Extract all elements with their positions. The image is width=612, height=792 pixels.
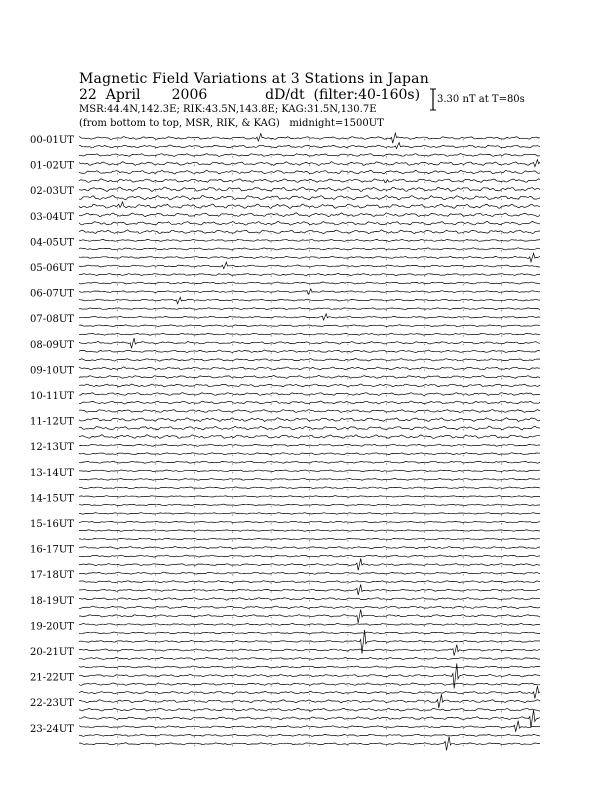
trace-kag-08-09UT: [79, 338, 540, 348]
hour-label: 14-15UT: [30, 493, 74, 505]
trace-msr-23-24UT: [79, 737, 540, 751]
trace-rik-10-11UT: [79, 401, 540, 404]
midnight-label: midnight=1500UT: [289, 118, 384, 129]
hour-label: 20-21UT: [30, 647, 74, 658]
trace-kag-20-21UT: [79, 645, 540, 656]
hour-label: 01-02UT: [30, 160, 74, 172]
minute-ticks: [117, 642, 501, 644]
trace-kag-10-11UT: [79, 393, 540, 396]
trace-msr-04-05UT: [79, 253, 540, 262]
minute-ticks: [117, 429, 501, 431]
minute-ticks: [117, 566, 501, 568]
trace-rik-12-13UT: [79, 453, 540, 455]
trace-kag-16-17UT: [79, 547, 540, 549]
trace-rik-07-08UT: [79, 325, 540, 327]
trace-rik-09-10UT: [79, 376, 540, 379]
minute-ticks: [117, 506, 501, 508]
hour-label: 22-23UT: [30, 698, 74, 710]
minute-ticks: [117, 455, 501, 457]
minute-ticks: [117, 412, 501, 414]
minute-ticks: [117, 600, 501, 602]
hour-label: 23-24UT: [30, 723, 74, 735]
trace-kag-04-05UT: [79, 239, 540, 241]
trace-rik-22-23UT: [79, 708, 540, 711]
hour-label: 07-08UT: [30, 314, 74, 326]
minute-ticks: [117, 463, 501, 465]
hour-label: 11-12UT: [30, 416, 74, 428]
minute-ticks: [117, 583, 501, 585]
minute-ticks: [117, 241, 501, 243]
date-month: April: [105, 87, 141, 103]
trace-rik-03-04UT: [79, 221, 540, 225]
trace-rik-16-17UT: [79, 555, 540, 557]
minute-ticks: [117, 378, 501, 380]
trace-rik-19-20UT: [79, 632, 540, 634]
trace-rik-06-07UT: [79, 297, 540, 304]
hour-label: 09-10UT: [30, 365, 74, 377]
hour-label: 08-09UT: [30, 339, 74, 351]
trace-msr-14-15UT: [79, 513, 540, 515]
trace-rik-08-09UT: [79, 350, 540, 353]
hour-label: 21-22UT: [30, 672, 74, 684]
trace-kag-13-14UT: [79, 470, 540, 472]
trace-rik-13-14UT: [79, 478, 540, 480]
hour-label: 02-03UT: [30, 186, 74, 198]
minute-ticks: [117, 711, 501, 713]
trace-rik-23-24UT: [79, 734, 540, 736]
hour-label: 06-07UT: [30, 288, 74, 300]
minute-ticks: [117, 608, 501, 610]
trace-kag-11-12UT: [79, 418, 540, 422]
trace-rik-17-18UT: [79, 581, 540, 583]
trace-rik-18-19UT: [79, 606, 540, 609]
trace-msr-22-23UT: [79, 710, 540, 728]
trace-msr-20-21UT: [79, 666, 540, 668]
trace-msr-02-03UT: [79, 202, 540, 209]
hour-label: 13-14UT: [30, 467, 74, 479]
hour-label: 15-16UT: [30, 519, 74, 530]
minute-ticks: [117, 677, 501, 679]
trace-kag-03-04UT: [79, 213, 540, 217]
minute-ticks: [117, 293, 501, 295]
minute-ticks: [117, 258, 501, 260]
hour-label: 16-17UT: [30, 544, 74, 556]
trace-rik-21-22UT: [79, 683, 540, 686]
minute-ticks: [117, 139, 501, 141]
trace-msr-21-22UT: [79, 686, 540, 698]
minute-ticks: [117, 438, 501, 440]
trace-msr-15-16UT: [79, 538, 540, 539]
minute-ticks: [117, 514, 501, 516]
hour-label: 12-13UT: [30, 442, 74, 454]
minute-ticks: [117, 591, 501, 593]
minute-ticks: [117, 472, 501, 474]
trace-rik-02-03UT: [79, 196, 540, 200]
minute-ticks: [117, 625, 501, 627]
trace-msr-17-18UT: [79, 584, 540, 595]
trace-msr-05-06UT: [79, 282, 540, 284]
minute-ticks: [117, 668, 501, 670]
minute-ticks: [117, 369, 501, 371]
date-year: 2006: [171, 87, 208, 103]
minute-ticks: [117, 728, 501, 730]
trace-msr-18-19UT: [79, 610, 540, 624]
trace-rik-15-16UT: [79, 530, 540, 532]
minute-ticks: [117, 335, 501, 337]
minute-ticks: [117, 480, 501, 482]
minute-ticks: [117, 557, 501, 559]
trace-kag-23-24UT: [79, 721, 540, 732]
trace-msr-00-01UT: [79, 154, 540, 157]
minute-ticks: [117, 489, 501, 491]
minute-ticks: [117, 284, 501, 286]
trace-kag-15-16UT: [79, 521, 540, 522]
minute-ticks: [117, 386, 501, 388]
minute-ticks: [117, 574, 501, 576]
trace-msr-06-07UT: [79, 308, 540, 310]
trace-kag-14-15UT: [79, 496, 540, 498]
hour-label: 04-05UT: [30, 237, 74, 249]
hour-label: 00-01UT: [30, 135, 74, 146]
hour-label: 03-04UT: [30, 211, 74, 223]
minute-ticks: [117, 233, 501, 235]
minute-ticks: [117, 736, 501, 738]
trace-msr-13-14UT: [79, 487, 540, 489]
minute-ticks: [117, 702, 501, 704]
minute-ticks: [117, 497, 501, 499]
quantity-label: dD/dt: [265, 87, 305, 103]
minute-ticks: [117, 318, 501, 320]
scale-label: 3.30 nT at T=80s: [437, 94, 525, 105]
minute-ticks: [117, 276, 501, 278]
trace-kag-00-01UT: [79, 133, 540, 143]
minute-ticks: [117, 148, 501, 150]
trace-msr-09-10UT: [79, 384, 540, 387]
minute-ticks: [117, 361, 501, 363]
minute-ticks: [117, 250, 501, 252]
trace-rik-20-21UT: [79, 658, 540, 660]
trace-rik-01-02UT: [79, 170, 540, 174]
minute-ticks: [117, 532, 501, 534]
filter-label: (filter:40-160s): [313, 87, 421, 103]
minute-ticks: [117, 182, 501, 184]
minute-ticks: [117, 660, 501, 662]
hour-label: 05-06UT: [30, 263, 74, 274]
trace-kag-09-10UT: [79, 367, 540, 370]
trace-msr-07-08UT: [79, 333, 540, 335]
trace-kag-22-23UT: [79, 694, 540, 708]
minute-ticks: [117, 540, 501, 542]
hour-label: 17-18UT: [30, 570, 74, 582]
minute-ticks: [117, 165, 501, 167]
minute-ticks: [117, 352, 501, 354]
trace-kag-17-18UT: [79, 572, 540, 574]
hour-label: 18-19UT: [30, 595, 74, 607]
minute-ticks: [117, 694, 501, 696]
trace-rik-04-05UT: [79, 248, 540, 250]
hour-label: 19-20UT: [30, 621, 74, 633]
minute-ticks: [117, 310, 501, 312]
trace-msr-16-17UT: [79, 559, 540, 571]
minute-ticks: [117, 327, 501, 329]
hour-label: 10-11UT: [30, 391, 74, 402]
minute-ticks: [117, 190, 501, 192]
minute-ticks: [117, 617, 501, 619]
minute-ticks: [117, 651, 501, 653]
trace-kag-18-19UT: [79, 598, 540, 600]
date-day: 22: [79, 87, 97, 103]
trace-rik-05-06UT: [79, 274, 540, 276]
minute-ticks: [117, 301, 501, 303]
trace-msr-12-13UT: [79, 461, 540, 463]
trace-kag-12-13UT: [79, 444, 540, 446]
order-label: (from bottom to top, MSR, RIK, & KAG): [79, 118, 280, 129]
chart-title: Magnetic Field Variations at 3 Stations in Japan: [79, 71, 429, 87]
minute-ticks: [117, 549, 501, 551]
trace-rik-14-15UT: [79, 504, 540, 506]
minute-ticks: [117, 523, 501, 525]
minute-ticks: [117, 745, 501, 747]
trace-msr-10-11UT: [79, 410, 540, 413]
trace-kag-19-20UT: [79, 624, 540, 626]
minute-ticks: [117, 446, 501, 448]
stations-info: MSR:44.4N,142.3E; RIK:43.5N,143.8E; KAG:31.5N,130.7E: [79, 104, 377, 115]
trace-msr-08-09UT: [79, 359, 540, 362]
